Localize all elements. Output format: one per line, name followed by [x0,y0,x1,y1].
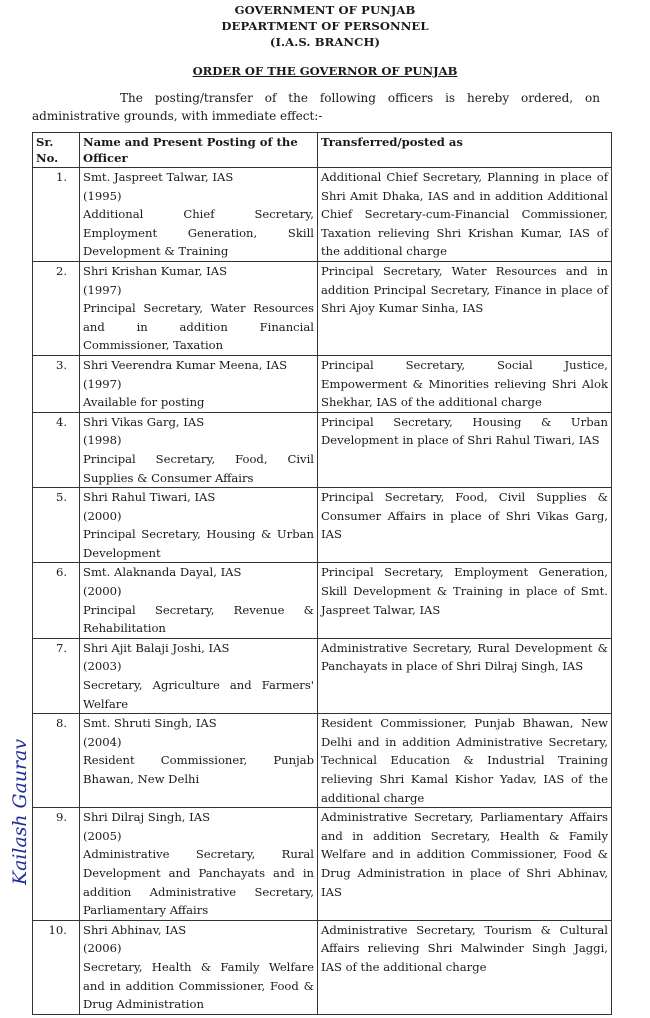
row-transferred-posted: Principal Secretary, Social Justice, Empowerment & Minorities relieving Shri Alok Shekhar, IAS of the additional charge [318,355,612,412]
officer-batch: (2003) [83,659,122,674]
officer-batch: (2006) [83,941,122,956]
officer-name: Smt. Shruti Singh, IAS [83,716,217,731]
officer-batch: (2004) [83,734,122,749]
row-transferred-posted: Principal Secretary, Water Resources and in addition Principal Secretary, Finance in place of Shri Ajoy Kumar Sinha, IAS [318,261,612,355]
table-row [33,355,612,412]
transfer-table [32,132,612,1015]
row-transferred-posted: Resident Commissioner, Punjab Bhawan, New Delhi and in addition Administrative Secretary, Technical Education & Industrial Training relieving Shri Kamal Kishor Yadav, IAS of the additional charge [318,714,612,808]
table-row [33,488,612,563]
header-sr-no: Sr. No. [33,133,80,168]
row-transferred-posted: Additional Chief Secretary, Planning in place of Shri Amit Dhaka, IAS and in addition Additional Chief Secretary-cum-Financial Commissioner, Taxation relieving Shri Krishan Kumar, IAS of the additional charge [318,168,612,262]
row-officer-cell [80,168,318,262]
signature [2,737,36,887]
officer-batch: (2000) [83,584,122,599]
present-posting: Principal Secretary, Revenue & Rehabilitation [83,602,314,636]
present-posting: Principal Secretary, Food, Civil Supplies & Consumer Affairs [83,451,314,485]
intro-paragraph [32,89,600,125]
row-transferred-posted: Administrative Secretary, Tourism & Cultural Affairs relieving Shri Malwinder Singh Jaggi, IAS of the additional charge [318,920,612,1014]
officer-name: Shri Veerendra Kumar Meena, IAS [83,357,288,372]
intro-line-1: The posting/transfer of the following officers is hereby ordered, on [120,91,600,105]
row-officer-cell [80,355,318,412]
present-posting: Principal Secretary, Water Resources and in addition Financial Commissioner, Taxation [83,301,314,353]
officer-name: Shri Krishan Kumar, IAS [83,263,228,278]
table-row [33,412,612,487]
row-transferred-posted: Principal Secretary, Housing & Urban Development in place of Shri Rahul Tiwari, IAS [318,412,612,487]
officer-batch: (1997) [83,282,122,297]
present-posting: Additional Chief Secretary, Employment Generation, Skill Development & Training [83,207,314,259]
row-sr-no: 2. [33,261,80,355]
present-posting: Secretary, Health & Family Welfare and in addition Commissioner, Food & Drug Administration [83,959,314,1012]
row-officer-cell [80,714,318,808]
govt-heading: GOVERNMENT OF PUNJAB [234,3,416,17]
row-sr-no: 9. [33,808,80,921]
row-transferred-posted: Principal Secretary, Food, Civil Supplies & Consumer Affairs in place of Shri Vikas Garg, IAS [318,488,612,563]
officer-name: Shri Rahul Tiwari, IAS [83,490,216,505]
row-sr-no: 6. [33,563,80,638]
row-officer-cell [80,638,318,713]
row-sr-no: 4. [33,412,80,487]
present-posting: Available for posting [83,395,205,410]
row-sr-no: 8. [33,714,80,808]
present-posting: Administrative Secretary, Rural Development and Panchayats and in addition Administrative Secretary, Parliamentary Affairs [83,847,314,918]
officer-name: Smt. Alaknanda Dayal, IAS [83,565,242,580]
officer-batch: (1998) [83,433,122,448]
officer-name: Shri Dilraj Singh, IAS [83,810,211,825]
officer-name: Shri Ajit Balaji Joshi, IAS [83,640,230,655]
officer-batch: (2000) [83,508,122,523]
row-officer-cell [80,563,318,638]
officer-name: Shri Vikas Garg, IAS [83,414,205,429]
row-transferred-posted: Administrative Secretary, Parliamentary Affairs and in addition Secretary, Health & Family Welfare and in addition Commissioner, Food & Drug Administration in place of Shri Abhinav, IAS [318,808,612,921]
row-sr-no: 1. [33,168,80,262]
branch-heading: (I.A.S. BRANCH) [269,35,381,49]
officer-batch: (2005) [83,828,122,843]
officer-name: Shri Abhinav, IAS [83,922,187,937]
row-transferred-posted: Principal Secretary, Employment Generation, Skill Development & Training in place of Smt. Jaspreet Talwar, IAS [318,563,612,638]
officer-name: Smt. Jaspreet Talwar, IAS [83,170,234,184]
table-row [33,638,612,713]
table-row [33,168,612,262]
table-row [33,563,612,638]
table-row [33,920,612,1014]
row-officer-cell [80,412,318,487]
table-header-row [33,133,612,168]
row-sr-no: 3. [33,355,80,412]
department-heading: DEPARTMENT OF PERSONNEL [221,19,429,33]
table-row [33,714,612,808]
present-posting: Principal Secretary, Housing & Urban Development [83,527,314,560]
table-row [33,808,612,921]
signature-text: Kailash Gaurav [9,738,31,885]
row-sr-no: 10. [33,920,80,1014]
row-officer-cell [80,488,318,563]
row-sr-no: 5. [33,488,80,563]
order-title: ORDER OF THE GOVERNOR OF PUNJAB [192,64,458,78]
header-transferred: Transferred/posted as [318,133,612,168]
header-name-posting: Name and Present Posting of the Officer [80,133,318,168]
intro-line-2: administrative grounds, with immediate effect:- [32,109,323,123]
row-officer-cell [80,808,318,921]
officer-batch: (1995) [83,188,122,203]
row-officer-cell [80,261,318,355]
present-posting: Resident Commissioner, Punjab Bhawan, New Delhi [83,753,314,786]
table-row [33,261,612,355]
officer-batch: (1997) [83,376,122,391]
row-officer-cell [80,920,318,1014]
row-transferred-posted: Administrative Secretary, Rural Development & Panchayats in place of Shri Dilraj Singh, IAS [318,638,612,713]
row-sr-no: 7. [33,638,80,713]
present-posting: Secretary, Agriculture and Farmers' Welfare [83,678,314,711]
